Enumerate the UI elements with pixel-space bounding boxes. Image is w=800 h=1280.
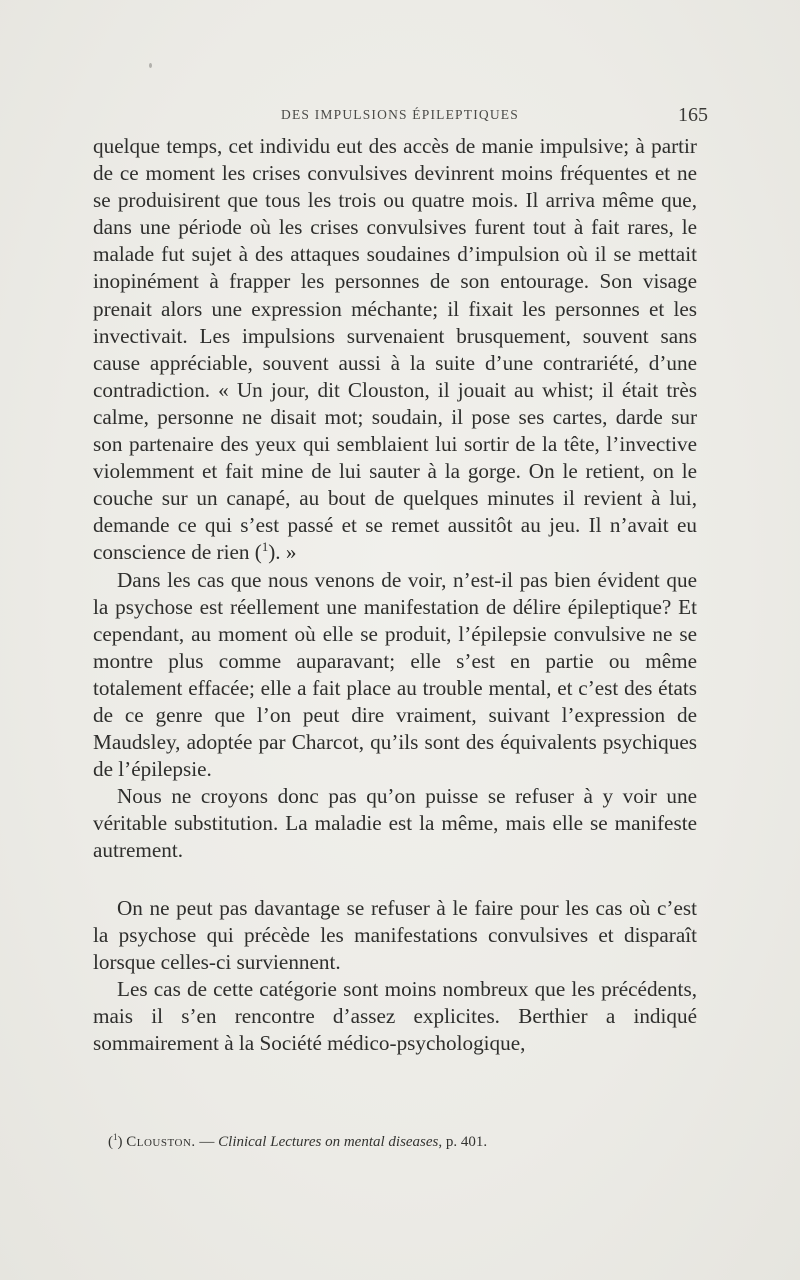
section-break [93, 865, 697, 895]
paragraph-1: quelque temps, cet individu eut des accès de manie impulsive; à partir de ce moment les crises convulsives devinrent moins fréquentes et ne se produisirent que tous les trois ou quatre mois. Il arriva même que, dans une période où les crises convulsives furent tout à fait rares, le malade fut sujet à des attaques soudaines d’impulsion où il se mettait inopinément à frapper les personnes de son entourage. Son visage prenait alors une expression méchante; il fixait les personnes et les invectivait. Les impulsions survenaient brusquement, souvent sans cause appréciable, souvent aussi à la suite d’une contrariété, d’une contradiction. « Un jour, dit Clouston, il jouait au whist; il était très calme, personne ne disait mot; soudain, il pose ses cartes, darde sur son partenaire des yeux qui semblaient lui sortir de la tête, l’invective violemment et fait mine de lui sauter à la gorge. On le retient, on le couche sur un canapé, au bout de quelques minutes il revient à lui, demande ce qui s’est passé et se remet aussitôt au jeu. Il n’avait eu conscience de rien ($^1$). » [93, 134, 697, 565]
footnote-reference: 1 [261, 540, 269, 555]
footnote-author: Clouston. [126, 1134, 196, 1150]
footnote-dash: — [195, 1134, 219, 1150]
paragraph-1-end: . » [275, 540, 297, 565]
footnote-marker: 1 [113, 1132, 118, 1142]
footnote-pages: , p. 401. [438, 1134, 488, 1150]
page-number: 165 [678, 104, 708, 126]
running-title: DES IMPULSIONS ÉPILEPTIQUES [281, 107, 519, 122]
running-head [92, 104, 708, 128]
paragraph-1-text: quelque temps, cet individu eut des accès de manie impulsive; à partir de ce moment les crises convulsives devinrent moins fréquentes et ne se produisirent que tous les trois ou quatre mois. Il arriva même que, dans une période où les crises convulsives furent tout à fait rares, le malade fut sujet à des attaques soudaines d’impulsion où il se mettait inopinément à frapper les personnes de son entourage. Son visage prenait alors une expression méchante; il fixait les personnes et les invectivait. Les impulsions survenaient brusquement, souvent sans cause appréciable, souvent aussi à la suite d’une contrariété, d’une contradiction. « Un jour, dit Clouston, il jouait au whist; il était très calme, personne ne disait mot; soudain, il pose ses cartes, darde sur son partenaire des yeux qui semblaient lui sortir de la tête, l’invective violemment et fait mine de lui sauter à la gorge. On le retient, on le couche sur un canapé, au bout de quelques minutes il revient à lui, demande ce qui s’est passé et se remet aussitôt au jeu. Il n’avait eu conscience de rien [93, 134, 697, 565]
paragraph-3: Nous ne croyons donc pas qu’on puisse se refuser à y voir une véritable substitution. La maladie est la même, mais elle se manifeste autrement. [93, 784, 697, 863]
paragraph-4: On ne peut pas davantage se refuser à le faire pour les cas où c’est la psychose qui précède les manifestations convulsives et disparaît lorsque celles-ci surviennent. [93, 895, 697, 974]
paragraph-2: Dans les cas que nous venons de voir, n’est-il pas bien évident que la psychose est réellement une manifestation de délire épileptique? Et cependant, au moment où elle se produit, l’épilepsie convulsive ne se montre plus comme auparavant; elle s’est en partie ou même totalement effacée; elle a fait place au trouble mental, et c’est des états de ce genre que l’on peut dire vraiment, suivant l’expression de Maudsley, adoptée par Charcot, qu’ils sont des équivalents psychiques de l’épilepsie. [93, 567, 697, 782]
main-text [93, 133, 697, 1057]
footnote: ($^1$) Clouston. — Clinical Lectures on mental diseases, p. 401. [108, 1132, 488, 1150]
paper-speck [149, 63, 152, 68]
paragraph-5: Les cas de cette catégorie sont moins nombreux que les précédents, mais il s’en rencontre d’assez explicites. Berthier a indiqué sommairement à la Société médico-psychologique, [93, 976, 697, 1055]
footnote-title: Clinical Lectures on mental diseases [218, 1134, 439, 1150]
